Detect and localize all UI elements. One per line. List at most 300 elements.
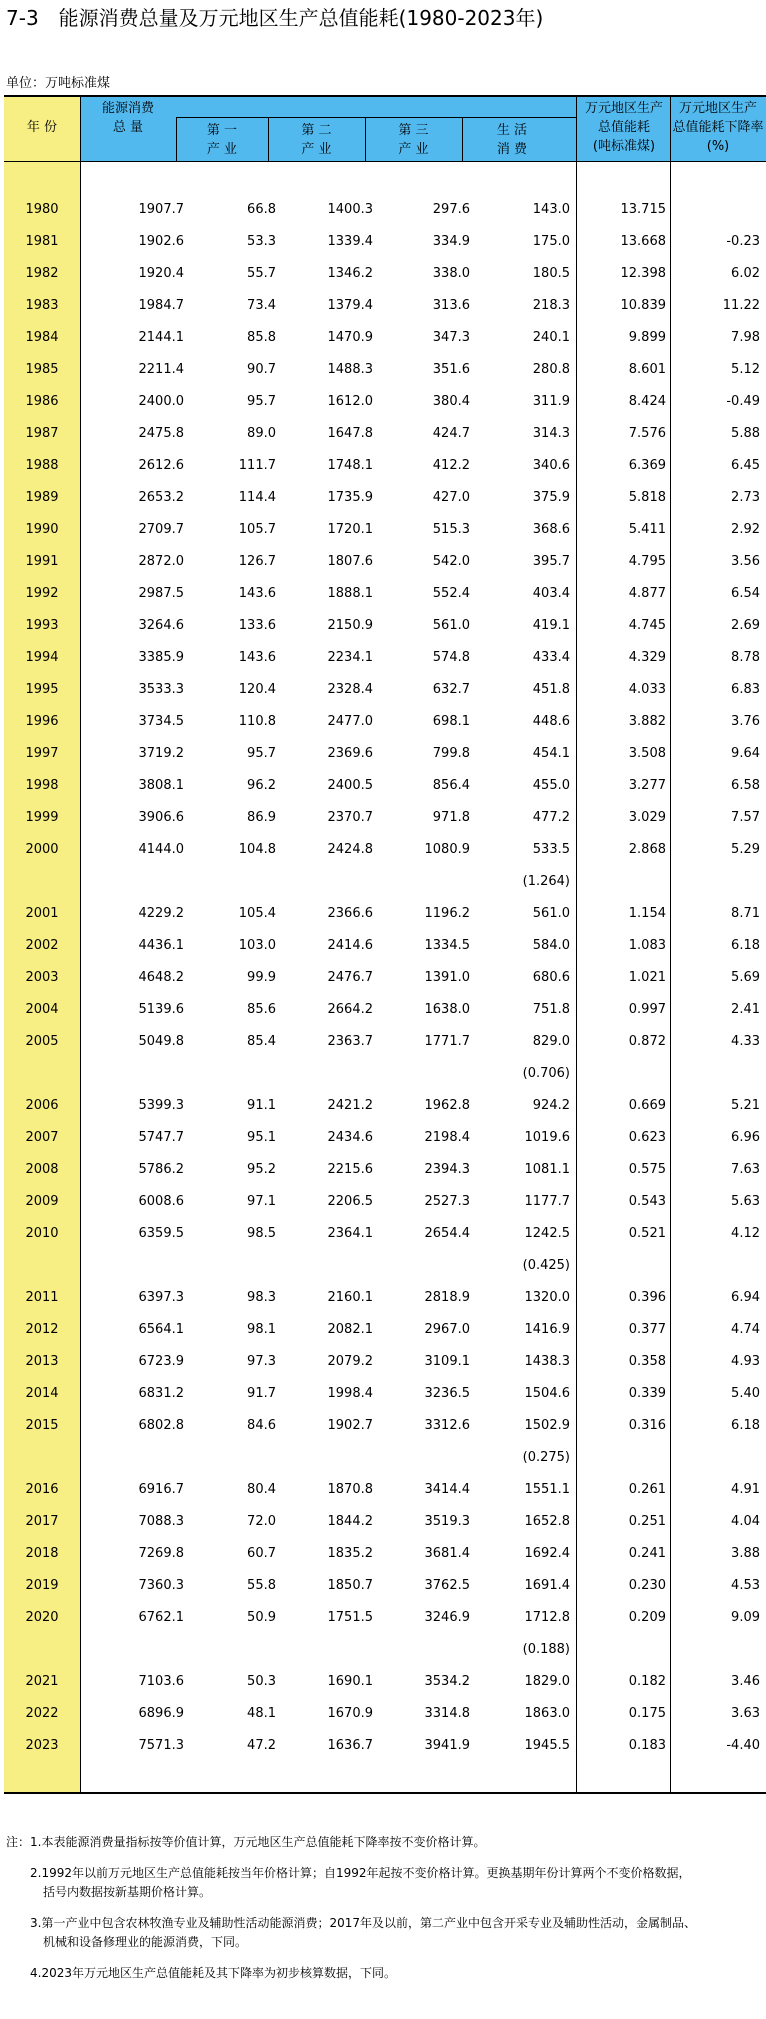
table-row	[4, 450, 766, 482]
cell-tertiary: 412.2	[432, 458, 470, 473]
table-row	[4, 226, 766, 258]
cell-intensity: 0.669	[628, 1098, 666, 1113]
table-row	[4, 578, 766, 610]
cell-primary: 133.6	[238, 618, 276, 633]
cell-tertiary: 334.9	[432, 234, 470, 249]
cell-year: 2008	[25, 1162, 59, 1177]
cell-intensity: 9.899	[628, 330, 666, 345]
cell-intensity: 7.576	[628, 426, 666, 441]
cell-primary: 50.9	[247, 1610, 276, 1625]
cell-household: 1829.0	[524, 1674, 570, 1689]
table-row	[4, 258, 766, 290]
cell-secondary: 2234.1	[327, 650, 373, 665]
table-row	[4, 1218, 766, 1250]
cell-primary: 97.3	[247, 1354, 276, 1369]
header-secondary-line1: 第 二	[301, 123, 332, 138]
table-row	[4, 354, 766, 386]
cell-intensity: 0.241	[628, 1546, 666, 1561]
cell-year: 1985	[25, 362, 59, 377]
cell-intensity: 4.745	[628, 618, 666, 633]
table-row	[4, 1314, 766, 1346]
cell-decline: 2.92	[731, 522, 760, 537]
cell-secondary: 2206.5	[327, 1194, 373, 1209]
cell-tertiary: 698.1	[432, 714, 470, 729]
cell-secondary: 2082.1	[327, 1322, 373, 1337]
cell-primary: 95.1	[247, 1130, 276, 1145]
table-row	[4, 290, 766, 322]
cell-year: 1995	[25, 682, 59, 697]
cell-total: 1907.7	[138, 202, 184, 217]
cell-primary: 95.7	[247, 394, 276, 409]
table-bottom-rule	[4, 1792, 766, 1794]
cell-household: 477.2	[532, 810, 570, 825]
cell-tertiary: 2394.3	[424, 1162, 470, 1177]
cell-year: 2011	[25, 1290, 59, 1305]
cell-household: 1416.9	[524, 1322, 570, 1337]
cell-household: 240.1	[532, 330, 570, 345]
cell-secondary: 1670.9	[327, 1706, 373, 1721]
cell-secondary: 1488.3	[327, 362, 373, 377]
cell-intensity: 0.521	[628, 1226, 666, 1241]
cell-year: 2021	[25, 1674, 59, 1689]
cell-decline: 5.63	[731, 1194, 760, 1209]
cell-primary: 104.8	[238, 842, 276, 857]
cell-tertiary: 574.8	[432, 650, 470, 665]
cell-intensity: 0.251	[628, 1514, 666, 1529]
cell-tertiary: 561.0	[432, 618, 470, 633]
cell-intensity: 1.083	[628, 938, 666, 953]
note-2-cont: 括号内数据按新基期价格计算。	[43, 1885, 212, 1899]
table-row	[4, 770, 766, 802]
cell-intensity: 4.877	[628, 586, 666, 601]
cell-primary: 99.9	[247, 970, 276, 985]
subheader-rule	[176, 117, 576, 118]
cell-primary: 85.6	[247, 1002, 276, 1017]
cell-total: 6762.1	[138, 1610, 184, 1625]
header-intensity-line3: (吨标准煤)	[592, 139, 656, 154]
base-period-value: (0.425)	[522, 1258, 570, 1273]
cell-year: 1980	[25, 202, 59, 217]
cell-decline: 7.98	[731, 330, 760, 345]
table-row	[4, 898, 766, 930]
cell-tertiary: 3534.2	[424, 1674, 470, 1689]
cell-secondary: 1850.7	[327, 1578, 373, 1593]
cell-decline: 2.41	[731, 1002, 760, 1017]
cell-household: 311.9	[532, 394, 570, 409]
cell-total: 3533.3	[138, 682, 184, 697]
cell-secondary: 2150.9	[327, 618, 373, 633]
cell-household: 375.9	[532, 490, 570, 505]
cell-tertiary: 2654.4	[424, 1226, 470, 1241]
cell-secondary: 1612.0	[327, 394, 373, 409]
cell-year: 1992	[25, 586, 59, 601]
cell-total: 2144.1	[138, 330, 184, 345]
cell-household: 1652.8	[524, 1514, 570, 1529]
cell-total: 7571.3	[138, 1738, 184, 1753]
cell-decline: -0.49	[726, 394, 760, 409]
note-2: 2.1992年以前万元地区生产总值能耗按当年价格计算；自1992年起按不变价格计算。更换基期年份计算两个不变价格数据，	[30, 1866, 691, 1880]
cell-primary: 85.4	[247, 1034, 276, 1049]
cell-total: 1920.4	[138, 266, 184, 281]
cell-tertiary: 3246.9	[424, 1610, 470, 1625]
cell-year: 2012	[25, 1322, 59, 1337]
table-row	[4, 1666, 766, 1698]
cell-total: 1902.6	[138, 234, 184, 249]
cell-secondary: 1998.4	[327, 1386, 373, 1401]
cell-tertiary: 1962.8	[424, 1098, 470, 1113]
table-row	[4, 994, 766, 1026]
cell-intensity: 0.997	[628, 1002, 666, 1017]
header-col-divider-primary	[176, 117, 177, 161]
base-period-value: (1.264)	[522, 874, 570, 889]
cell-secondary: 2424.8	[327, 842, 373, 857]
cell-decline: 2.69	[731, 618, 760, 633]
cell-primary: 80.4	[247, 1482, 276, 1497]
cell-tertiary: 3236.5	[424, 1386, 470, 1401]
cell-year: 1997	[25, 746, 59, 761]
cell-tertiary: 2198.4	[424, 1130, 470, 1145]
cell-secondary: 1870.8	[327, 1482, 373, 1497]
cell-secondary: 1835.2	[327, 1546, 373, 1561]
cell-total: 5139.6	[138, 1002, 184, 1017]
cell-decline: 2.73	[731, 490, 760, 505]
cell-total: 6831.2	[138, 1386, 184, 1401]
cell-tertiary: 3681.4	[424, 1546, 470, 1561]
cell-secondary: 1690.1	[327, 1674, 373, 1689]
cell-decline: 5.21	[731, 1098, 760, 1113]
base-period-value: (0.706)	[522, 1066, 570, 1081]
cell-year: 2005	[25, 1034, 59, 1049]
cell-total: 2612.6	[138, 458, 184, 473]
cell-household: 340.6	[532, 458, 570, 473]
header-decline-line3: (%)	[706, 139, 730, 154]
cell-household: 584.0	[532, 938, 570, 953]
cell-year: 2003	[25, 970, 59, 985]
cell-intensity: 0.623	[628, 1130, 666, 1145]
cell-household: 751.8	[532, 1002, 570, 1017]
cell-tertiary: 2967.0	[424, 1322, 470, 1337]
cell-total: 2709.7	[138, 522, 184, 537]
cell-primary: 86.9	[247, 810, 276, 825]
cell-secondary: 1902.7	[327, 1418, 373, 1433]
cell-household: 561.0	[532, 906, 570, 921]
table-row	[4, 322, 766, 354]
cell-primary: 98.1	[247, 1322, 276, 1337]
table-row	[4, 1378, 766, 1410]
cell-tertiary: 1391.0	[424, 970, 470, 985]
cell-secondary: 2369.6	[327, 746, 373, 761]
cell-decline: 5.40	[731, 1386, 760, 1401]
table-row	[4, 610, 766, 642]
cell-secondary: 1470.9	[327, 330, 373, 345]
cell-secondary: 2366.6	[327, 906, 373, 921]
cell-secondary: 1844.2	[327, 1514, 373, 1529]
cell-household: 395.7	[532, 554, 570, 569]
cell-household: 175.0	[532, 234, 570, 249]
cell-intensity: 4.329	[628, 650, 666, 665]
cell-primary: 60.7	[247, 1546, 276, 1561]
cell-intensity: 0.543	[628, 1194, 666, 1209]
cell-household: 533.5	[532, 842, 570, 857]
cell-primary: 55.7	[247, 266, 276, 281]
cell-year: 1999	[25, 810, 59, 825]
cell-tertiary: 351.6	[432, 362, 470, 377]
table-row	[4, 546, 766, 578]
cell-tertiary: 297.6	[432, 202, 470, 217]
cell-year: 2015	[25, 1418, 59, 1433]
cell-intensity: 6.369	[628, 458, 666, 473]
cell-household: 1691.4	[524, 1578, 570, 1593]
cell-intensity: 0.182	[628, 1674, 666, 1689]
cell-decline: 6.54	[731, 586, 760, 601]
cell-household: 1551.1	[524, 1482, 570, 1497]
cell-intensity: 3.508	[628, 746, 666, 761]
cell-tertiary: 347.3	[432, 330, 470, 345]
cell-secondary: 2400.5	[327, 778, 373, 793]
table-row	[4, 1602, 766, 1634]
cell-primary: 55.8	[247, 1578, 276, 1593]
cell-primary: 90.7	[247, 362, 276, 377]
cell-total: 4229.2	[138, 906, 184, 921]
header-col-divider-household	[462, 117, 463, 161]
cell-primary: 95.2	[247, 1162, 276, 1177]
cell-intensity: 12.398	[620, 266, 666, 281]
cell-tertiary: 1196.2	[424, 906, 470, 921]
cell-intensity: 0.872	[628, 1034, 666, 1049]
cell-intensity: 3.029	[628, 810, 666, 825]
cell-secondary: 1400.3	[327, 202, 373, 217]
table-row	[4, 194, 766, 226]
cell-primary: 66.8	[247, 202, 276, 217]
cell-year: 1988	[25, 458, 59, 473]
cell-total: 3906.6	[138, 810, 184, 825]
cell-tertiary: 542.0	[432, 554, 470, 569]
cell-tertiary: 313.6	[432, 298, 470, 313]
cell-intensity: 1.021	[628, 970, 666, 985]
cell-tertiary: 3314.8	[424, 1706, 470, 1721]
header-total-line1: 能源消费	[101, 101, 154, 116]
cell-total: 5786.2	[138, 1162, 184, 1177]
cell-year: 1998	[25, 778, 59, 793]
cell-decline: 5.12	[731, 362, 760, 377]
cell-secondary: 1807.6	[327, 554, 373, 569]
cell-tertiary: 1638.0	[424, 1002, 470, 1017]
cell-secondary: 2079.2	[327, 1354, 373, 1369]
cell-year: 2018	[25, 1546, 59, 1561]
cell-total: 6359.5	[138, 1226, 184, 1241]
cell-total: 3734.5	[138, 714, 184, 729]
cell-tertiary: 1080.9	[424, 842, 470, 857]
cell-decline: 3.76	[731, 714, 760, 729]
cell-intensity: 2.868	[628, 842, 666, 857]
cell-total: 2475.8	[138, 426, 184, 441]
cell-primary: 85.8	[247, 330, 276, 345]
header-primary-line2: 产 业	[206, 142, 238, 157]
cell-intensity: 8.424	[628, 394, 666, 409]
cell-decline: 5.29	[731, 842, 760, 857]
cell-primary: 97.1	[247, 1194, 276, 1209]
cell-primary: 98.5	[247, 1226, 276, 1241]
cell-year: 2013	[25, 1354, 59, 1369]
table-row	[4, 1506, 766, 1538]
cell-decline: 6.83	[731, 682, 760, 697]
table-row	[4, 1474, 766, 1506]
header-intensity-line2: 总值能耗	[597, 120, 650, 135]
cell-tertiary: 424.7	[432, 426, 470, 441]
table-row	[4, 1698, 766, 1730]
cell-decline: 6.96	[731, 1130, 760, 1145]
cell-year: 1991	[25, 554, 59, 569]
table-row	[4, 1346, 766, 1378]
header-decline-line1: 万元地区生产	[678, 101, 757, 116]
cell-household: 1438.3	[524, 1354, 570, 1369]
header-year: 年 份	[26, 120, 58, 135]
cell-tertiary: 3941.9	[424, 1738, 470, 1753]
cell-secondary: 1647.8	[327, 426, 373, 441]
cell-year: 2001	[25, 906, 59, 921]
table-row	[4, 834, 766, 866]
cell-secondary: 2664.2	[327, 1002, 373, 1017]
table-row	[4, 1026, 766, 1058]
cell-secondary: 2421.2	[327, 1098, 373, 1113]
cell-total: 4144.0	[138, 842, 184, 857]
cell-decline: 4.91	[731, 1482, 760, 1497]
note-3-cont: 机械和设备修理业的能源消费，下同。	[43, 1935, 248, 1949]
cell-decline: 3.88	[731, 1546, 760, 1561]
cell-household: 280.8	[532, 362, 570, 377]
cell-year: 2023	[25, 1738, 59, 1753]
cell-total: 4648.2	[138, 970, 184, 985]
cell-decline: 4.53	[731, 1578, 760, 1593]
table-row	[4, 738, 766, 770]
cell-household: 1863.0	[524, 1706, 570, 1721]
header-tertiary-line2: 产 业	[398, 142, 429, 157]
cell-total: 3385.9	[138, 650, 184, 665]
cell-secondary: 2215.6	[327, 1162, 373, 1177]
cell-decline: 6.02	[731, 266, 760, 281]
cell-secondary: 1346.2	[327, 266, 373, 281]
cell-primary: 89.0	[247, 426, 276, 441]
cell-tertiary: 3312.6	[424, 1418, 470, 1433]
table-row	[4, 1122, 766, 1154]
note-4: 4.2023年万元地区生产总值能耗及其下降率为初步核算数据，下同。	[30, 1966, 396, 1980]
cell-intensity: 5.411	[628, 522, 666, 537]
cell-decline: 6.18	[731, 1418, 760, 1433]
cell-year: 1982	[25, 266, 59, 281]
cell-total: 2400.0	[138, 394, 184, 409]
cell-intensity: 13.668	[620, 234, 666, 249]
header-household-line1: 生 活	[496, 123, 528, 138]
cell-year: 2014	[25, 1386, 59, 1401]
cell-decline: 5.88	[731, 426, 760, 441]
cell-year: 1993	[25, 618, 59, 633]
cell-primary: 95.7	[247, 746, 276, 761]
cell-decline: -0.23	[726, 234, 760, 249]
header-household-line2: 消 费	[496, 142, 528, 157]
table-row	[4, 1410, 766, 1442]
cell-primary: 126.7	[238, 554, 276, 569]
cell-household: 451.8	[532, 682, 570, 697]
header-bottom-rule	[4, 161, 766, 162]
cell-decline: -4.40	[726, 1738, 760, 1753]
cell-tertiary: 3109.1	[424, 1354, 470, 1369]
cell-year: 2022	[25, 1706, 59, 1721]
table-top-rule	[4, 95, 766, 97]
cell-total: 6896.9	[138, 1706, 184, 1721]
cell-intensity: 0.339	[628, 1386, 666, 1401]
cell-primary: 105.4	[238, 906, 276, 921]
cell-total: 2653.2	[138, 490, 184, 505]
cell-total: 7269.8	[138, 1546, 184, 1561]
cell-total: 7103.6	[138, 1674, 184, 1689]
cell-intensity: 0.396	[628, 1290, 666, 1305]
cell-household: 1177.7	[524, 1194, 570, 1209]
cell-year: 2000	[25, 842, 59, 857]
cell-year: 1983	[25, 298, 59, 313]
cell-intensity: 3.882	[628, 714, 666, 729]
cell-household: 1692.4	[524, 1546, 570, 1561]
header-tertiary-line1: 第 三	[398, 123, 429, 138]
table-row	[4, 482, 766, 514]
cell-tertiary: 3414.4	[424, 1482, 470, 1497]
table-row	[4, 802, 766, 834]
cell-primary: 98.3	[247, 1290, 276, 1305]
cell-decline: 7.57	[731, 810, 760, 825]
cell-intensity: 3.277	[628, 778, 666, 793]
cell-year: 2020	[25, 1610, 59, 1625]
cell-decline: 9.64	[731, 746, 760, 761]
header-col-divider-secondary	[268, 117, 269, 161]
cell-household: 143.0	[532, 202, 570, 217]
cell-year: 1994	[25, 650, 59, 665]
table-row	[4, 514, 766, 546]
cell-household: 1081.1	[524, 1162, 570, 1177]
cell-decline: 8.78	[731, 650, 760, 665]
cell-tertiary: 552.4	[432, 586, 470, 601]
cell-secondary: 1379.4	[327, 298, 373, 313]
cell-decline: 6.58	[731, 778, 760, 793]
cell-year: 2007	[25, 1130, 59, 1145]
cell-decline: 4.04	[731, 1514, 760, 1529]
cell-secondary: 2328.4	[327, 682, 373, 697]
cell-tertiary: 427.0	[432, 490, 470, 505]
cell-primary: 120.4	[238, 682, 276, 697]
table-row	[4, 674, 766, 706]
table-row	[4, 1538, 766, 1570]
cell-intensity: 1.154	[628, 906, 666, 921]
cell-year: 2004	[25, 1002, 59, 1017]
cell-secondary: 1888.1	[327, 586, 373, 601]
cell-household: 1504.6	[524, 1386, 570, 1401]
cell-secondary: 1720.1	[327, 522, 373, 537]
table-row	[4, 642, 766, 674]
cell-intensity: 0.316	[628, 1418, 666, 1433]
cell-tertiary: 515.3	[432, 522, 470, 537]
cell-decline: 11.22	[722, 298, 760, 313]
cell-decline: 6.94	[731, 1290, 760, 1305]
cell-household: 419.1	[532, 618, 570, 633]
cell-secondary: 2160.1	[327, 1290, 373, 1305]
cell-household: 180.5	[532, 266, 570, 281]
header-col-divider-tertiary	[365, 117, 366, 161]
cell-tertiary: 2818.9	[424, 1290, 470, 1305]
cell-primary: 91.1	[247, 1098, 276, 1113]
table-row	[4, 386, 766, 418]
cell-decline: 3.46	[731, 1674, 760, 1689]
cell-household: 448.6	[532, 714, 570, 729]
header-primary-line1: 第 一	[206, 123, 238, 138]
cell-decline: 5.69	[731, 970, 760, 985]
